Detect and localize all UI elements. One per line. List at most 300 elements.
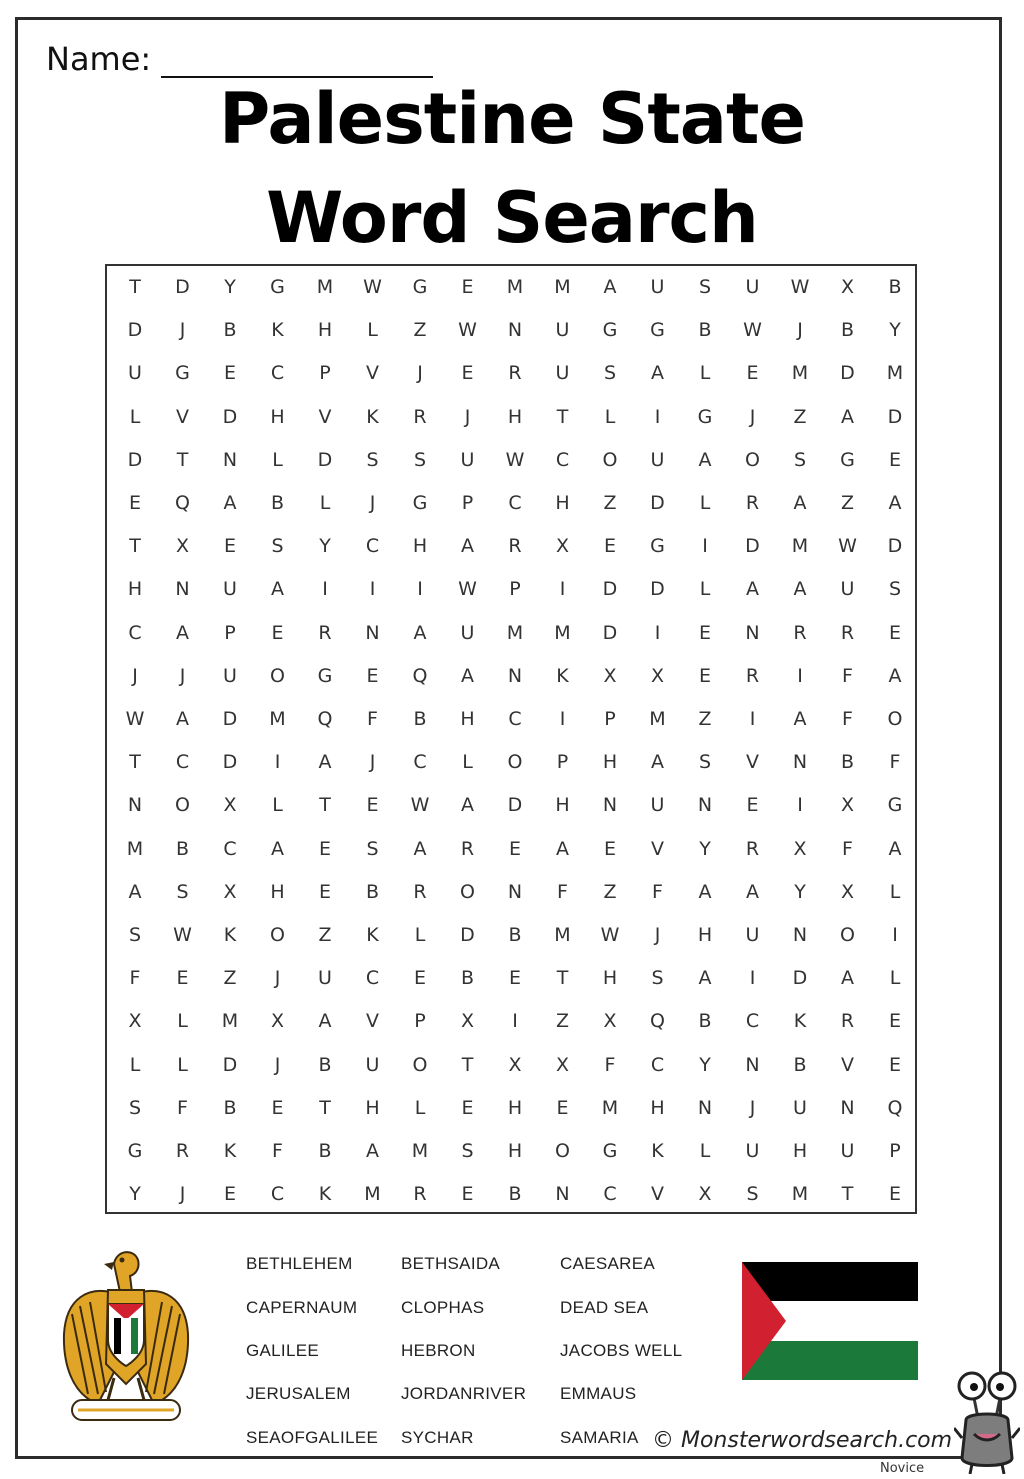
grid-letter[interactable]: J <box>654 924 661 946</box>
grid-letter[interactable]: W <box>173 924 192 946</box>
grid-letter[interactable]: U <box>460 621 475 644</box>
grid-letter[interactable]: F <box>842 708 853 730</box>
grid-letter[interactable]: A <box>603 276 617 298</box>
grid-letter[interactable]: U <box>840 1140 855 1162</box>
grid-letter[interactable]: H <box>507 1096 523 1119</box>
grid-letter[interactable]: X <box>128 1010 142 1033</box>
grid-letter[interactable]: O <box>745 448 760 471</box>
grid-letter[interactable]: L <box>699 1140 711 1162</box>
grid-letter[interactable]: U <box>745 1140 760 1162</box>
grid-letter[interactable]: Q <box>175 492 190 514</box>
grid-letter[interactable]: E <box>746 794 759 817</box>
grid-letter[interactable]: I <box>654 405 661 428</box>
grid-letter[interactable]: M <box>601 1096 619 1119</box>
grid-letter[interactable]: N <box>507 880 523 903</box>
grid-letter[interactable]: U <box>223 664 237 687</box>
grid-letter[interactable]: B <box>698 1010 712 1033</box>
grid-letter[interactable]: H <box>270 880 285 903</box>
grid-letter[interactable]: A <box>461 664 474 687</box>
grid-letter[interactable]: R <box>413 405 427 428</box>
grid-letter[interactable]: U <box>650 276 665 298</box>
grid-letter[interactable]: S <box>366 448 379 471</box>
grid-letter[interactable]: L <box>604 405 616 428</box>
grid-letter[interactable]: H <box>697 924 713 946</box>
grid-letter[interactable]: A <box>698 880 712 903</box>
grid-letter[interactable]: S <box>176 880 189 903</box>
grid-letter[interactable]: E <box>271 1096 284 1119</box>
grid-letter[interactable]: D <box>317 448 333 471</box>
grid-letter[interactable]: J <box>274 967 281 990</box>
grid-letter[interactable]: L <box>367 319 378 342</box>
grid-letter[interactable]: P <box>319 362 331 385</box>
grid-letter[interactable]: M <box>554 621 571 644</box>
grid-letter[interactable]: O <box>602 448 618 471</box>
grid-letter[interactable]: M <box>269 708 286 730</box>
grid-letter[interactable]: I <box>797 794 803 817</box>
grid-letter[interactable]: F <box>177 1096 188 1119</box>
grid-letter[interactable]: E <box>508 967 521 990</box>
grid-letter[interactable]: I <box>797 664 803 687</box>
grid-letter[interactable]: E <box>888 621 901 644</box>
grid-letter[interactable]: U <box>840 578 855 601</box>
grid-letter[interactable]: A <box>461 535 474 558</box>
grid-letter[interactable]: Z <box>318 924 332 946</box>
grid-letter[interactable]: E <box>413 967 426 990</box>
grid-letter[interactable]: V <box>366 1010 379 1033</box>
grid-letter[interactable]: J <box>274 1053 281 1076</box>
grid-letter[interactable]: X <box>223 880 237 903</box>
grid-letter[interactable]: Z <box>603 492 617 514</box>
grid-letter[interactable]: S <box>461 1140 474 1162</box>
grid-letter[interactable]: O <box>175 794 190 817</box>
grid-letter[interactable]: X <box>460 1010 475 1033</box>
grid-letter[interactable]: P <box>414 1010 426 1033</box>
grid-letter[interactable]: T <box>176 448 189 471</box>
grid-letter[interactable]: G <box>175 362 190 385</box>
grid-letter[interactable]: G <box>270 276 285 298</box>
grid-letter[interactable]: Z <box>698 708 712 730</box>
grid-letter[interactable]: E <box>888 1053 901 1076</box>
grid-letter[interactable]: C <box>508 708 522 730</box>
grid-letter[interactable]: H <box>650 1096 665 1119</box>
grid-letter[interactable]: F <box>604 1053 616 1076</box>
grid-letter[interactable]: G <box>650 535 665 558</box>
grid-letter[interactable]: Q <box>317 708 333 730</box>
grid-letter[interactable]: C <box>555 448 570 471</box>
grid-letter[interactable]: B <box>223 319 237 342</box>
grid-letter[interactable]: S <box>128 924 142 946</box>
grid-letter[interactable]: K <box>223 1140 237 1162</box>
grid-letter[interactable]: M <box>886 362 904 385</box>
name-blank-line[interactable] <box>161 42 433 78</box>
grid-letter[interactable]: W <box>410 794 430 817</box>
grid-letter[interactable]: A <box>318 1010 332 1033</box>
grid-letter[interactable]: U <box>745 276 760 298</box>
grid-letter[interactable]: C <box>745 1010 760 1033</box>
grid-letter[interactable]: K <box>556 664 569 687</box>
grid-letter[interactable]: X <box>175 535 190 558</box>
grid-letter[interactable]: L <box>177 1010 188 1033</box>
grid-letter[interactable]: S <box>413 448 427 471</box>
grid-letter[interactable]: O <box>887 708 903 730</box>
grid-letter[interactable]: U <box>555 319 570 342</box>
grid-letter[interactable]: V <box>318 405 332 428</box>
grid-letter[interactable]: W <box>838 535 857 558</box>
grid-letter[interactable]: O <box>555 1140 570 1162</box>
grid-letter[interactable]: S <box>651 967 664 990</box>
grid-letter[interactable]: X <box>508 1053 522 1076</box>
grid-letter[interactable]: D <box>222 405 238 428</box>
grid-letter[interactable]: A <box>888 837 902 860</box>
grid-letter[interactable]: B <box>318 1140 332 1162</box>
grid-letter[interactable]: T <box>841 1183 854 1206</box>
grid-letter[interactable]: P <box>461 492 474 514</box>
grid-letter[interactable]: U <box>793 1096 807 1119</box>
grid-letter[interactable]: J <box>179 319 186 342</box>
grid-letter[interactable]: M <box>554 924 571 946</box>
grid-letter[interactable]: H <box>555 492 570 514</box>
grid-letter[interactable]: K <box>793 1010 807 1033</box>
grid-letter[interactable]: D <box>222 1053 238 1076</box>
grid-letter[interactable]: X <box>603 1010 617 1033</box>
grid-letter[interactable]: T <box>129 276 141 298</box>
grid-letter[interactable]: H <box>792 1140 808 1162</box>
grid-letter[interactable]: A <box>556 837 569 860</box>
grid-letter[interactable]: E <box>888 448 901 471</box>
grid-letter[interactable]: S <box>888 578 902 601</box>
grid-letter[interactable]: U <box>555 362 570 385</box>
grid-letter[interactable]: C <box>128 621 142 644</box>
grid-letter[interactable]: I <box>749 708 756 730</box>
grid-letter[interactable]: S <box>366 837 379 860</box>
grid-letter[interactable]: M <box>791 1183 809 1206</box>
grid-letter[interactable]: H <box>127 578 143 601</box>
grid-letter[interactable]: R <box>840 1010 855 1033</box>
grid-letter[interactable]: M <box>506 621 524 644</box>
grid-letter[interactable]: R <box>793 621 807 644</box>
grid-letter[interactable]: O <box>270 664 285 687</box>
grid-letter[interactable]: C <box>175 751 190 774</box>
grid-letter[interactable]: C <box>508 492 522 514</box>
grid-letter[interactable]: Z <box>840 492 855 514</box>
grid-letter[interactable]: E <box>556 1096 569 1119</box>
grid-letter[interactable]: D <box>745 535 760 558</box>
grid-letter[interactable]: S <box>698 751 712 774</box>
grid-letter[interactable]: L <box>414 924 426 946</box>
grid-letter[interactable]: A <box>176 708 189 730</box>
grid-letter[interactable]: H <box>507 1140 523 1162</box>
grid-letter[interactable]: M <box>364 1183 381 1206</box>
grid-letter[interactable]: B <box>508 924 522 946</box>
grid-letter[interactable]: I <box>322 578 328 601</box>
grid-letter[interactable]: C <box>603 1183 617 1206</box>
grid-letter[interactable]: O <box>270 924 285 946</box>
grid-letter[interactable]: L <box>889 880 901 903</box>
grid-letter[interactable]: A <box>413 621 427 644</box>
grid-letter[interactable]: X <box>555 1053 570 1076</box>
grid-letter[interactable]: Q <box>650 1010 665 1033</box>
grid-letter[interactable]: L <box>699 362 711 385</box>
grid-letter[interactable]: Y <box>889 319 901 342</box>
grid-letter[interactable]: D <box>127 448 143 471</box>
grid-letter[interactable]: P <box>224 621 236 644</box>
grid-letter[interactable]: T <box>129 535 141 558</box>
grid-letter[interactable]: F <box>842 837 853 860</box>
grid-letter[interactable]: Z <box>793 405 807 428</box>
grid-letter[interactable]: V <box>841 1053 854 1076</box>
grid-letter[interactable]: T <box>319 1096 331 1119</box>
grid-letter[interactable]: M <box>791 362 809 385</box>
grid-letter[interactable]: N <box>507 664 523 687</box>
grid-letter[interactable]: H <box>365 1096 380 1119</box>
grid-letter[interactable]: Y <box>129 1183 141 1206</box>
grid-letter[interactable]: A <box>366 1140 379 1162</box>
grid-letter[interactable]: E <box>223 362 236 385</box>
grid-letter[interactable]: F <box>557 880 568 903</box>
grid-letter[interactable]: E <box>698 621 711 644</box>
grid-letter[interactable]: A <box>223 492 237 514</box>
grid-letter[interactable]: V <box>651 837 664 860</box>
grid-letter[interactable]: U <box>365 1053 380 1076</box>
grid-letter[interactable]: J <box>132 664 138 687</box>
grid-letter[interactable]: D <box>887 405 903 428</box>
grid-letter[interactable]: N <box>697 794 713 817</box>
grid-letter[interactable]: C <box>270 362 285 385</box>
grid-letter[interactable]: B <box>888 276 902 298</box>
grid-letter[interactable]: C <box>365 967 380 990</box>
grid-letter[interactable]: I <box>702 535 708 558</box>
grid-letter[interactable]: N <box>745 1053 760 1076</box>
grid-letter[interactable]: T <box>461 1053 474 1076</box>
grid-letter[interactable]: J <box>749 1096 756 1119</box>
grid-letter[interactable]: J <box>179 664 186 687</box>
grid-letter[interactable]: B <box>318 1053 332 1076</box>
grid-letter[interactable]: X <box>840 880 855 903</box>
grid-letter[interactable]: U <box>460 448 475 471</box>
grid-letter[interactable]: B <box>508 1183 522 1206</box>
grid-letter[interactable]: M <box>126 837 144 860</box>
grid-letter[interactable]: R <box>508 362 522 385</box>
grid-letter[interactable]: E <box>698 664 711 687</box>
grid-letter[interactable]: H <box>270 405 285 428</box>
grid-letter[interactable]: G <box>412 492 428 514</box>
grid-letter[interactable]: R <box>175 1140 190 1162</box>
grid-letter[interactable]: N <box>792 751 808 774</box>
grid-letter[interactable]: F <box>129 967 141 990</box>
grid-letter[interactable]: K <box>271 319 284 342</box>
grid-letter[interactable]: A <box>461 794 474 817</box>
grid-letter[interactable]: E <box>603 535 616 558</box>
grid-letter[interactable]: R <box>318 621 332 644</box>
grid-letter[interactable]: S <box>603 362 617 385</box>
grid-letter[interactable]: N <box>697 1096 713 1119</box>
grid-letter[interactable]: G <box>840 448 855 471</box>
grid-letter[interactable]: F <box>272 1140 283 1162</box>
grid-letter[interactable]: N <box>555 1183 570 1206</box>
grid-letter[interactable]: A <box>888 492 902 514</box>
grid-letter[interactable]: N <box>222 448 238 471</box>
grid-letter[interactable]: M <box>554 276 571 298</box>
grid-letter[interactable]: R <box>745 492 760 514</box>
grid-letter[interactable]: X <box>650 664 665 687</box>
grid-letter[interactable]: H <box>555 794 570 817</box>
grid-letter[interactable]: E <box>461 362 474 385</box>
grid-letter[interactable]: T <box>129 751 141 774</box>
grid-letter[interactable]: H <box>460 708 475 730</box>
grid-letter[interactable]: H <box>507 405 523 428</box>
grid-letter[interactable]: Q <box>887 1096 903 1119</box>
grid-letter[interactable]: X <box>840 276 855 298</box>
grid-letter[interactable]: I <box>749 967 756 990</box>
grid-letter[interactable]: E <box>318 880 331 903</box>
grid-letter[interactable]: I <box>512 1010 518 1033</box>
grid-letter[interactable]: B <box>175 837 190 860</box>
grid-letter[interactable]: H <box>317 319 333 342</box>
grid-letter[interactable]: Z <box>413 319 427 342</box>
grid-letter[interactable]: F <box>367 708 378 730</box>
grid-letter[interactable]: J <box>464 405 471 428</box>
grid-letter[interactable]: N <box>365 621 380 644</box>
grid-letter[interactable]: U <box>745 924 760 946</box>
grid-letter[interactable]: E <box>223 1183 236 1206</box>
grid-letter[interactable]: E <box>366 664 379 687</box>
grid-letter[interactable]: X <box>555 535 570 558</box>
grid-letter[interactable]: U <box>650 794 665 817</box>
grid-letter[interactable]: G <box>602 1140 618 1162</box>
grid-letter[interactable]: J <box>369 492 376 514</box>
grid-letter[interactable]: W <box>458 578 477 601</box>
grid-letter[interactable]: N <box>602 794 618 817</box>
grid-letter[interactable]: D <box>650 578 665 601</box>
grid-letter[interactable]: E <box>508 837 521 860</box>
grid-letter[interactable]: M <box>411 1140 429 1162</box>
grid-letter[interactable]: V <box>651 1183 664 1206</box>
grid-letter[interactable]: B <box>840 319 855 342</box>
grid-letter[interactable]: E <box>128 492 141 514</box>
grid-letter[interactable]: I <box>559 578 566 601</box>
grid-letter[interactable]: A <box>746 880 759 903</box>
grid-letter[interactable]: N <box>745 621 760 644</box>
grid-letter[interactable]: R <box>460 837 475 860</box>
grid-letter[interactable]: X <box>793 837 807 860</box>
grid-letter[interactable]: G <box>412 276 428 298</box>
grid-letter[interactable]: A <box>128 880 142 903</box>
grid-letter[interactable]: E <box>746 362 759 385</box>
grid-letter[interactable]: D <box>507 794 523 817</box>
grid-letter[interactable]: D <box>650 492 665 514</box>
grid-letter[interactable]: Z <box>555 1010 570 1033</box>
grid-letter[interactable]: N <box>840 1096 855 1119</box>
grid-letter[interactable]: C <box>223 837 237 860</box>
grid-letter[interactable]: A <box>793 708 807 730</box>
grid-letter[interactable]: E <box>603 837 616 860</box>
grid-letter[interactable]: N <box>127 794 143 817</box>
grid-letter[interactable]: E <box>318 837 331 860</box>
grid-letter[interactable]: D <box>602 578 618 601</box>
grid-letter[interactable]: C <box>650 1053 665 1076</box>
grid-letter[interactable]: A <box>271 578 284 601</box>
grid-letter[interactable]: O <box>507 751 523 774</box>
grid-letter[interactable]: P <box>889 1140 901 1162</box>
grid-letter[interactable]: A <box>698 448 712 471</box>
grid-letter[interactable]: O <box>840 924 855 946</box>
grid-letter[interactable]: G <box>650 319 665 342</box>
grid-letter[interactable]: H <box>602 751 618 774</box>
grid-letter[interactable]: K <box>651 1140 664 1162</box>
grid-letter[interactable]: V <box>366 362 379 385</box>
grid-letter[interactable]: M <box>221 1010 239 1033</box>
grid-letter[interactable]: J <box>749 405 756 428</box>
grid-letter[interactable]: T <box>556 405 569 428</box>
grid-letter[interactable]: A <box>318 751 332 774</box>
grid-letter[interactable]: Z <box>223 967 237 990</box>
grid-letter[interactable]: X <box>223 794 237 817</box>
grid-letter[interactable]: I <box>559 708 566 730</box>
grid-letter[interactable]: E <box>223 535 236 558</box>
grid-letter[interactable]: F <box>652 880 663 903</box>
grid-letter[interactable]: E <box>888 1183 901 1206</box>
grid-letter[interactable]: C <box>270 1183 285 1206</box>
grid-letter[interactable]: E <box>366 794 379 817</box>
grid-letter[interactable]: M <box>506 276 524 298</box>
grid-letter[interactable]: J <box>369 751 376 774</box>
grid-letter[interactable]: D <box>792 967 808 990</box>
grid-letter[interactable]: A <box>793 492 807 514</box>
grid-letter[interactable]: W <box>363 276 382 298</box>
grid-letter[interactable]: X <box>698 1183 712 1206</box>
grid-letter[interactable]: P <box>509 578 521 601</box>
grid-letter[interactable]: T <box>319 794 331 817</box>
grid-letter[interactable]: J <box>179 1183 186 1206</box>
grid-letter[interactable]: L <box>129 1053 141 1076</box>
grid-letter[interactable]: M <box>649 708 666 730</box>
grid-letter[interactable]: C <box>365 535 380 558</box>
grid-letter[interactable]: A <box>793 578 807 601</box>
grid-letter[interactable]: D <box>222 708 238 730</box>
grid-letter[interactable]: Y <box>794 880 806 903</box>
grid-letter[interactable]: G <box>697 405 713 428</box>
grid-letter[interactable]: R <box>745 837 760 860</box>
grid-letter[interactable]: R <box>745 664 760 687</box>
grid-letter[interactable]: L <box>414 1096 426 1119</box>
grid-letter[interactable]: S <box>271 535 284 558</box>
grid-letter[interactable]: B <box>413 708 427 730</box>
grid-letter[interactable]: B <box>270 492 285 514</box>
grid-letter[interactable]: E <box>271 621 284 644</box>
grid-letter[interactable]: A <box>651 362 664 385</box>
grid-letter[interactable]: E <box>176 967 189 990</box>
grid-letter[interactable]: B <box>365 880 380 903</box>
grid-letter[interactable]: K <box>366 924 379 946</box>
grid-letter[interactable]: D <box>840 362 855 385</box>
grid-letter[interactable]: Q <box>412 664 428 687</box>
grid-letter[interactable]: W <box>790 276 810 298</box>
grid-letter[interactable]: S <box>793 448 807 471</box>
grid-letter[interactable]: W <box>505 448 525 471</box>
grid-letter[interactable]: L <box>129 405 141 428</box>
grid-letter[interactable]: O <box>412 1053 428 1076</box>
grid-letter[interactable]: W <box>600 924 620 946</box>
grid-letter[interactable]: X <box>840 794 855 817</box>
grid-letter[interactable]: H <box>412 535 428 558</box>
grid-letter[interactable]: D <box>887 535 903 558</box>
grid-letter[interactable]: I <box>274 751 281 774</box>
grid-letter[interactable]: N <box>175 578 190 601</box>
grid-letter[interactable]: A <box>413 837 427 860</box>
grid-letter[interactable]: D <box>460 924 475 946</box>
grid-letter[interactable]: A <box>651 751 664 774</box>
grid-letter[interactable]: W <box>743 319 762 342</box>
